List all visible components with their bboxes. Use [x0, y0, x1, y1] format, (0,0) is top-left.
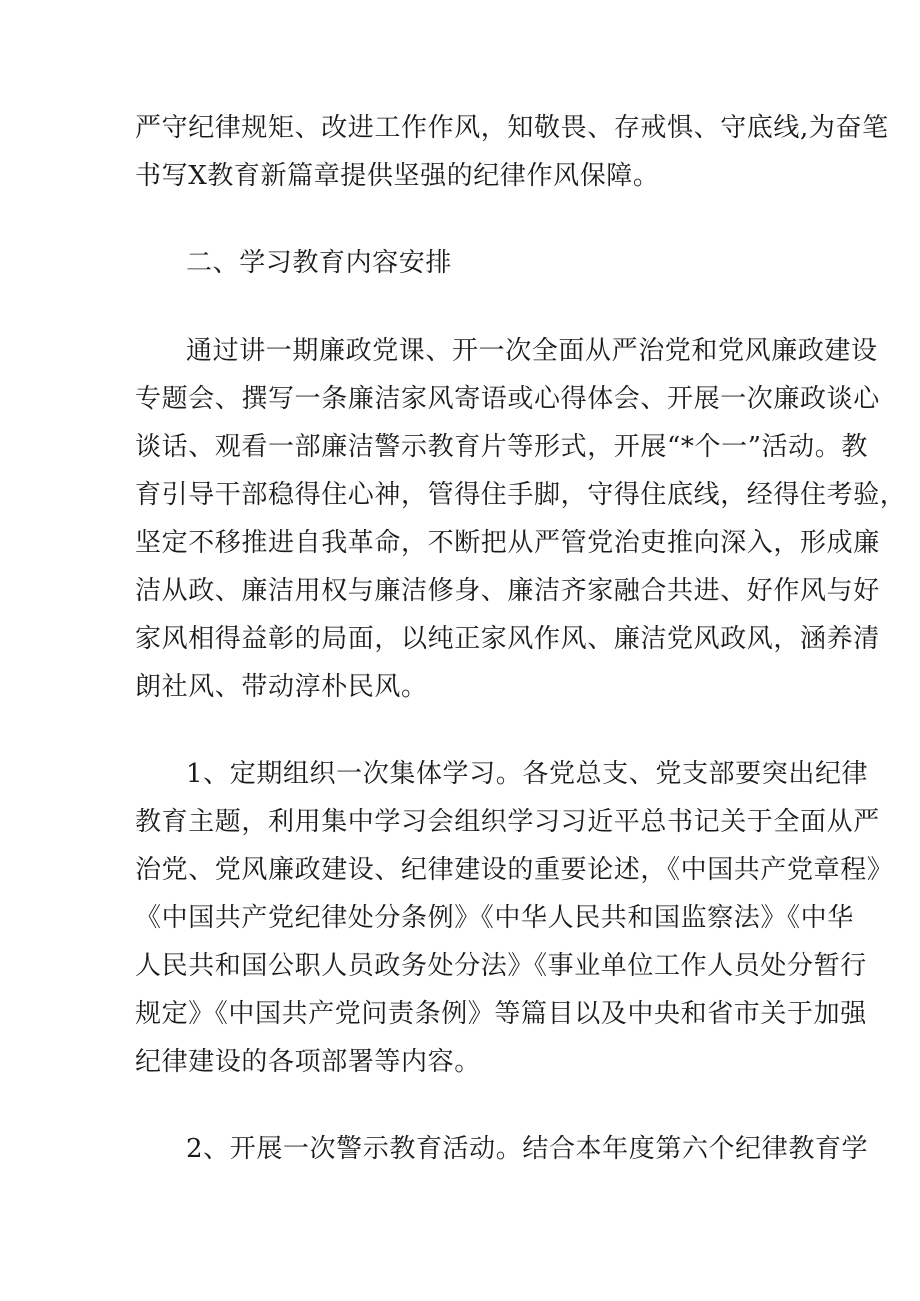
section-heading: 二、学习教育内容安排 — [186, 248, 453, 278]
paragraph-line: 谈话、观看一部廉洁警示教育片等形式，开展“*个一”活动。教 — [135, 432, 868, 462]
paragraph-line: 洁从政、廉洁用权与廉洁修身、廉洁齐家融合共进、好作风与好 — [135, 576, 880, 606]
list-item-line: 人民共和国公职人员政务处分法》《事业单位工作人员处分暂行 — [135, 951, 867, 981]
list-item-line: 《中国共产党纪律处分条例》《中华人民共和国监察法》《中华 — [135, 903, 854, 933]
paragraph-line: 家风相得益彰的局面，以纯正家风作风、廉洁党风政风，涵养清 — [135, 624, 880, 654]
paragraph-line: 坚定不移推进自我革命，不断把从严管党治吏推向深入，形成廉 — [135, 528, 880, 558]
list-item-line: 2、开展一次警示教育活动。结合本年度第六个纪律教育学 — [186, 1134, 869, 1164]
list-item-line: 规定》《中国共产党问责条例》等篇目以及中央和省市关于加强 — [135, 999, 867, 1029]
paragraph-line: 严守纪律规矩、改进工作作风，知敬畏、存戒惧、守底线,为奋笔 — [135, 113, 889, 143]
list-item-line: 纪律建设的各项部署等内容。 — [135, 1047, 481, 1077]
paragraph-line: 书写X教育新篇章提供坚强的纪律作风保障。 — [135, 161, 660, 191]
list-item-line: 教育主题，利用集中学习会组织学习习近平总书记关于全面从严 — [135, 807, 880, 837]
paragraph-line: 朗社风、带动淳朴民风。 — [135, 672, 428, 702]
list-item-line: 治党、党风廉政建设、纪律建设的重要论述，《中国共产党章程》 — [135, 855, 894, 885]
paragraph-line: 通过讲一期廉政党课、开一次全面从严治党和党风廉政建设 — [186, 336, 878, 366]
list-item-line: 1、定期组织一次集体学习。各党总支、党支部要突出纪律 — [186, 759, 869, 789]
paragraph-line: 专题会、撰写一条廉洁家风寄语或心得体会、开展一次廉政谈心 — [135, 384, 880, 414]
paragraph-line: 育引导干部稳得住心神，管得住手脚，守得住底线，经得住考验， — [135, 480, 907, 510]
